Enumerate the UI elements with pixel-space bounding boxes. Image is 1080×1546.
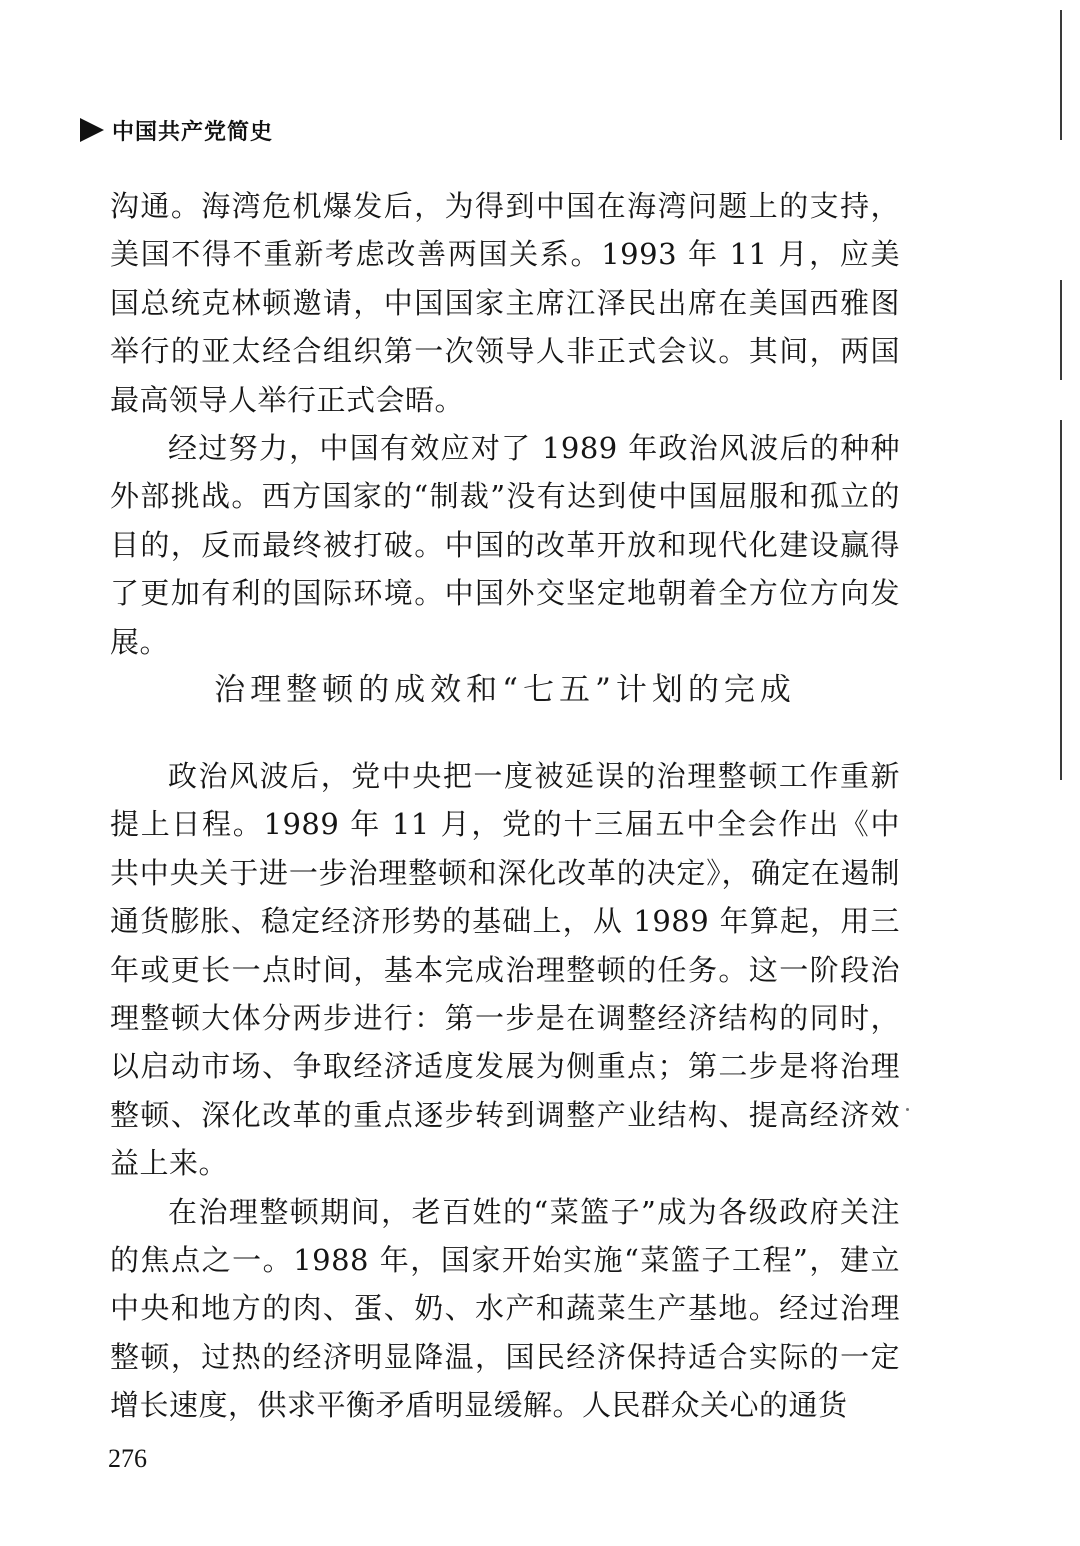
page-edge-line xyxy=(1060,420,1062,780)
running-head xyxy=(80,114,273,146)
paragraph: 经过努力，中国有效应对了 1989 年政治风波后的种种外部挑战。西方国家的“制裁”没有达到使中国屈服和孤立的目的，反而最终被打破。中国的改革开放和现代化建设赢得了更加有利的国际环境。中国外交坚定地朝着全方位方向发展。 xyxy=(110,431,900,659)
section-heading: 治理整顿的成效和“七五”计划的完成 xyxy=(214,672,796,708)
text-block-after-heading xyxy=(110,752,900,1430)
page-edge-line xyxy=(1060,10,1062,140)
page-number: 276 xyxy=(108,1444,147,1473)
page-edge-line xyxy=(1060,280,1062,380)
running-head-title: 中国共产党简史 xyxy=(112,119,274,145)
paragraph: 在治理整顿期间，老百姓的“菜篮子”成为各级政府关注的焦点之一。1988 年，国家开始实施“菜篮子工程”，建立中央和地方的肉、蛋、奶、水产和蔬菜生产基地。经过治理整顿，过热的经济明显降温，国民经济保持适合实际的一定增长速度，供求平衡矛盾明显缓解。人民群众关心的通货 xyxy=(110,1194,900,1423)
paragraph: 沟通。海湾危机爆发后，为得到中国在海湾问题上的支持，美国不得不重新考虑改善两国关系。1993 年 11 月，应美国总统克林顿邀请，中国国家主席江泽民出席在美国西雅图举行的亚太经合组织第一次领导人非正式会议。其间，两国最高领导人举行正式会晤。 xyxy=(110,189,900,417)
scan-speck xyxy=(906,1108,909,1111)
paragraph: 政治风波后，党中央把一度被延误的治理整顿工作重新提上日程。1989 年 11 月，党的十三届五中全会作出《中共中央关于进一步治理整顿和深化改革的决定》，确定在遏制通货膨胀、稳定经济形势的基础上，从 1989 年算起，用三年或更长一点时间，基本完成治理整顿的任务。这一阶段治理整顿大体分两步进行：第一步是在调整经济结构的同时，以启动市场、争取经济适度发展为侧重点；第二步是将治理整顿、深化改革的重点逐步转到调整产业结构、提高经济效益上来。 xyxy=(110,759,900,1181)
text-block-before-heading xyxy=(110,182,900,666)
triangle-right-icon xyxy=(80,118,104,142)
